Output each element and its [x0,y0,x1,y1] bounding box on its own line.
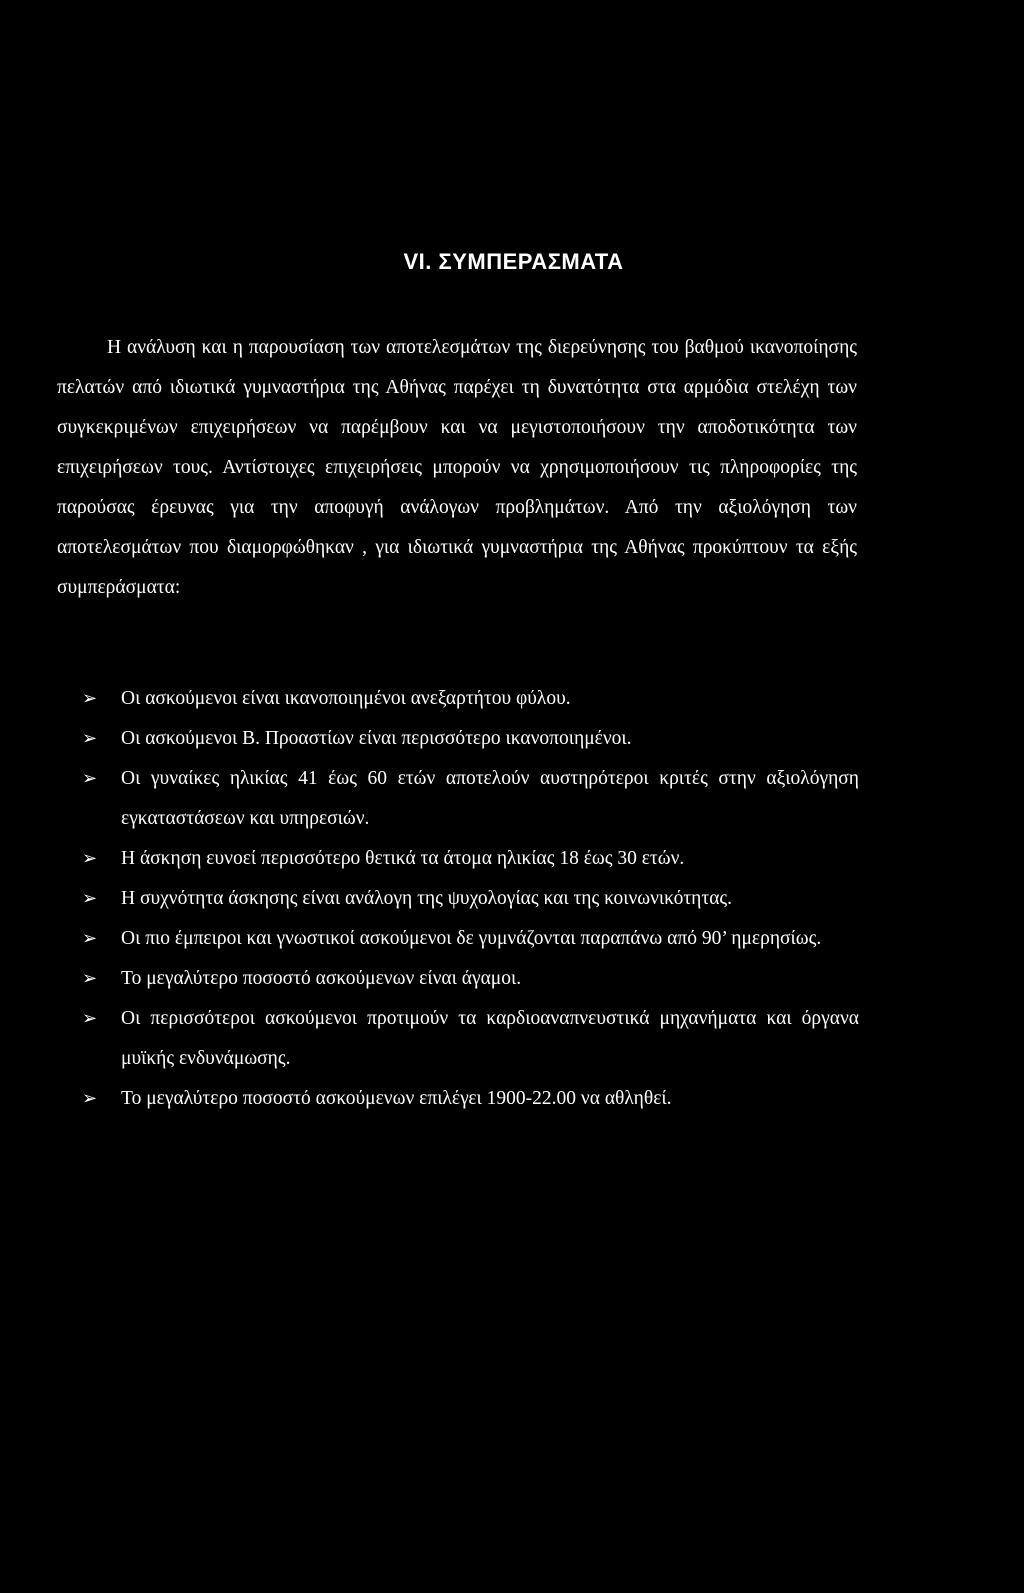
arrow-bullet-icon: ➢ [82,888,98,909]
list-item-text: Οι ασκούμενοι Β. Προαστίων είναι περισσότερο ικανοποιημένοι. [121,728,632,749]
arrow-bullet-icon: ➢ [82,928,98,949]
list-item [82,759,859,839]
arrow-bullet-icon: ➢ [82,728,98,749]
list-item-text: Οι περισσότεροι ασκούμενοι προτιμούν τα καρδιοαναπνευστικά μηχανήματα και όργανα μυϊκής ενδυνάμωσης. [121,1008,859,1069]
arrow-bullet-icon: ➢ [82,1008,98,1029]
conclusions-list [82,679,859,1119]
list-item [82,919,859,959]
list-item [82,719,859,759]
section-heading [0,249,1024,275]
list-item-text: Το μεγαλύτερο ποσοστό ασκούμενων είναι άγαμοι. [121,968,522,989]
intro-paragraph: Η ανάλυση και η παρουσίαση των αποτελεσμάτων της διερεύνησης του βαθμού ικανοποίησης πελατών από ιδιωτικά γυμναστήρια της Αθήνας παρέχει τη δυνατότητα στα αρμόδια στελέχη των συγκεκριμένων επιχειρήσεων να παρέμβουν και να μεγιστοποιήσουν την αποδοτικότητα των επιχειρήσεων τους. Αντίστοιχες επιχειρήσεις μπορούν να χρησιμοποιήσουν τις πληροφορίες της παρούσας έρευνας για την αποφυγή ανάλογων προβλημάτων. Από την αξιολόγηση των αποτελεσμάτων που διαμορφώθηκαν , για ιδιωτικά γυμναστήρια της Αθήνας προκύπτουν τα εξής συμπεράσματα: [57,337,857,598]
arrow-bullet-icon: ➢ [82,848,98,869]
section-heading-text: VI. ΣΥΜΠΕΡΑΣΜΑΤΑ [403,249,624,274]
list-item [82,839,859,879]
list-item [82,679,859,719]
list-item [82,959,859,999]
arrow-bullet-icon: ➢ [82,968,98,989]
arrow-bullet-icon: ➢ [82,1088,98,1109]
list-item-text: Οι πιο έμπειροι και γνωστικοί ασκούμενοι δε γυμνάζονται παραπάνω από 90’ ημερησίως. [121,928,822,949]
list-item-text: Η συχνότητα άσκησης είναι ανάλογη της ψυχολογίας και της κοινωνικότητας. [121,888,733,909]
list-item [82,999,859,1079]
list-item-text: Οι ασκούμενοι είναι ικανοποιημένοι ανεξαρτήτου φύλου. [121,688,571,709]
list-item-text: Η άσκηση ευνοεί περισσότερο θετικά τα άτομα ηλικίας 18 έως 30 ετών. [121,848,685,869]
list-item [82,879,859,919]
list-item-text: Το μεγαλύτερο ποσοστό ασκούμενων επιλέγει 1900-22.00 να αθληθεί. [121,1088,672,1109]
arrow-bullet-icon: ➢ [82,688,98,709]
list-item-text: Οι γυναίκες ηλικίας 41 έως 60 ετών αποτελούν αυστηρότεροι κριτές στην αξιολόγηση εγκαταστάσεων και υπηρεσιών. [121,768,859,829]
arrow-bullet-icon: ➢ [82,768,98,789]
list-item [82,1079,859,1119]
